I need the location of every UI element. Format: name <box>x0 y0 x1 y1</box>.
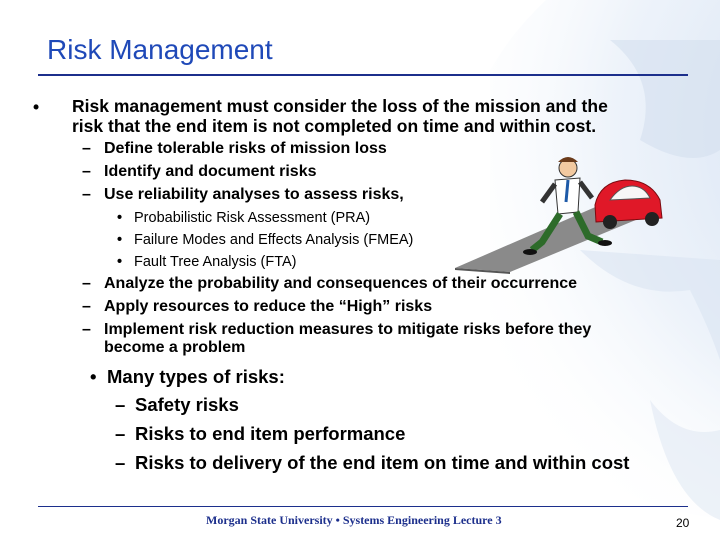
small-bullet-dot: • <box>117 254 123 270</box>
main-bullet-line-2: risk that the end item is not completed on time and within cost. <box>72 116 597 136</box>
sub-item: Use reliability analyses to assess risks, <box>104 186 404 203</box>
dash-marker: – <box>82 321 91 338</box>
dash-marker: – <box>82 275 91 292</box>
bullet-dot: • <box>90 366 97 387</box>
sub-item: Analyze the probability and consequences of their occurrence <box>104 275 578 292</box>
dash-marker: – <box>82 298 91 315</box>
risk-type-item: Risks to delivery of the end item on time and within cost <box>135 452 630 473</box>
dash-marker: – <box>82 163 91 180</box>
title-divider <box>38 74 688 76</box>
dash-marker: – <box>115 423 126 444</box>
main-bullet-dot: • <box>33 97 40 117</box>
analysis-item: Probabilistic Risk Assessment (PRA) <box>134 210 371 226</box>
running-man-car-clipart <box>450 150 670 275</box>
analysis-item: Failure Modes and Effects Analysis (FMEA) <box>134 232 414 248</box>
small-bullet-dot: • <box>117 210 123 226</box>
risk-type-item: Safety risks <box>135 394 239 415</box>
sub-item: Apply resources to reduce the “High” risks <box>104 298 433 315</box>
page-number: 20 <box>676 516 690 530</box>
dash-marker: – <box>115 452 126 473</box>
dash-marker: – <box>115 394 126 415</box>
small-bullet-dot: • <box>117 232 123 248</box>
analysis-item: Fault Tree Analysis (FTA) <box>134 254 297 270</box>
sub-item: Implement risk reduction measures to mitigate risks before they <box>104 321 592 338</box>
dash-marker: – <box>82 140 91 157</box>
footer-text: Morgan State University • Systems Engineering Lecture 3 <box>206 513 502 527</box>
sub-item: Define tolerable risks of mission loss <box>104 140 387 157</box>
risk-type-item: Risks to end item performance <box>135 423 406 444</box>
slide-title: Risk Management <box>47 34 273 65</box>
sub-item-continuation: become a problem <box>104 339 246 356</box>
main-bullet-line-1: Risk management must consider the loss of the mission and the <box>72 96 608 116</box>
sub-item: Identify and document risks <box>104 163 317 180</box>
risk-types-heading: Many types of risks: <box>107 366 285 387</box>
dash-marker: – <box>82 186 91 203</box>
footer-divider <box>38 506 688 507</box>
